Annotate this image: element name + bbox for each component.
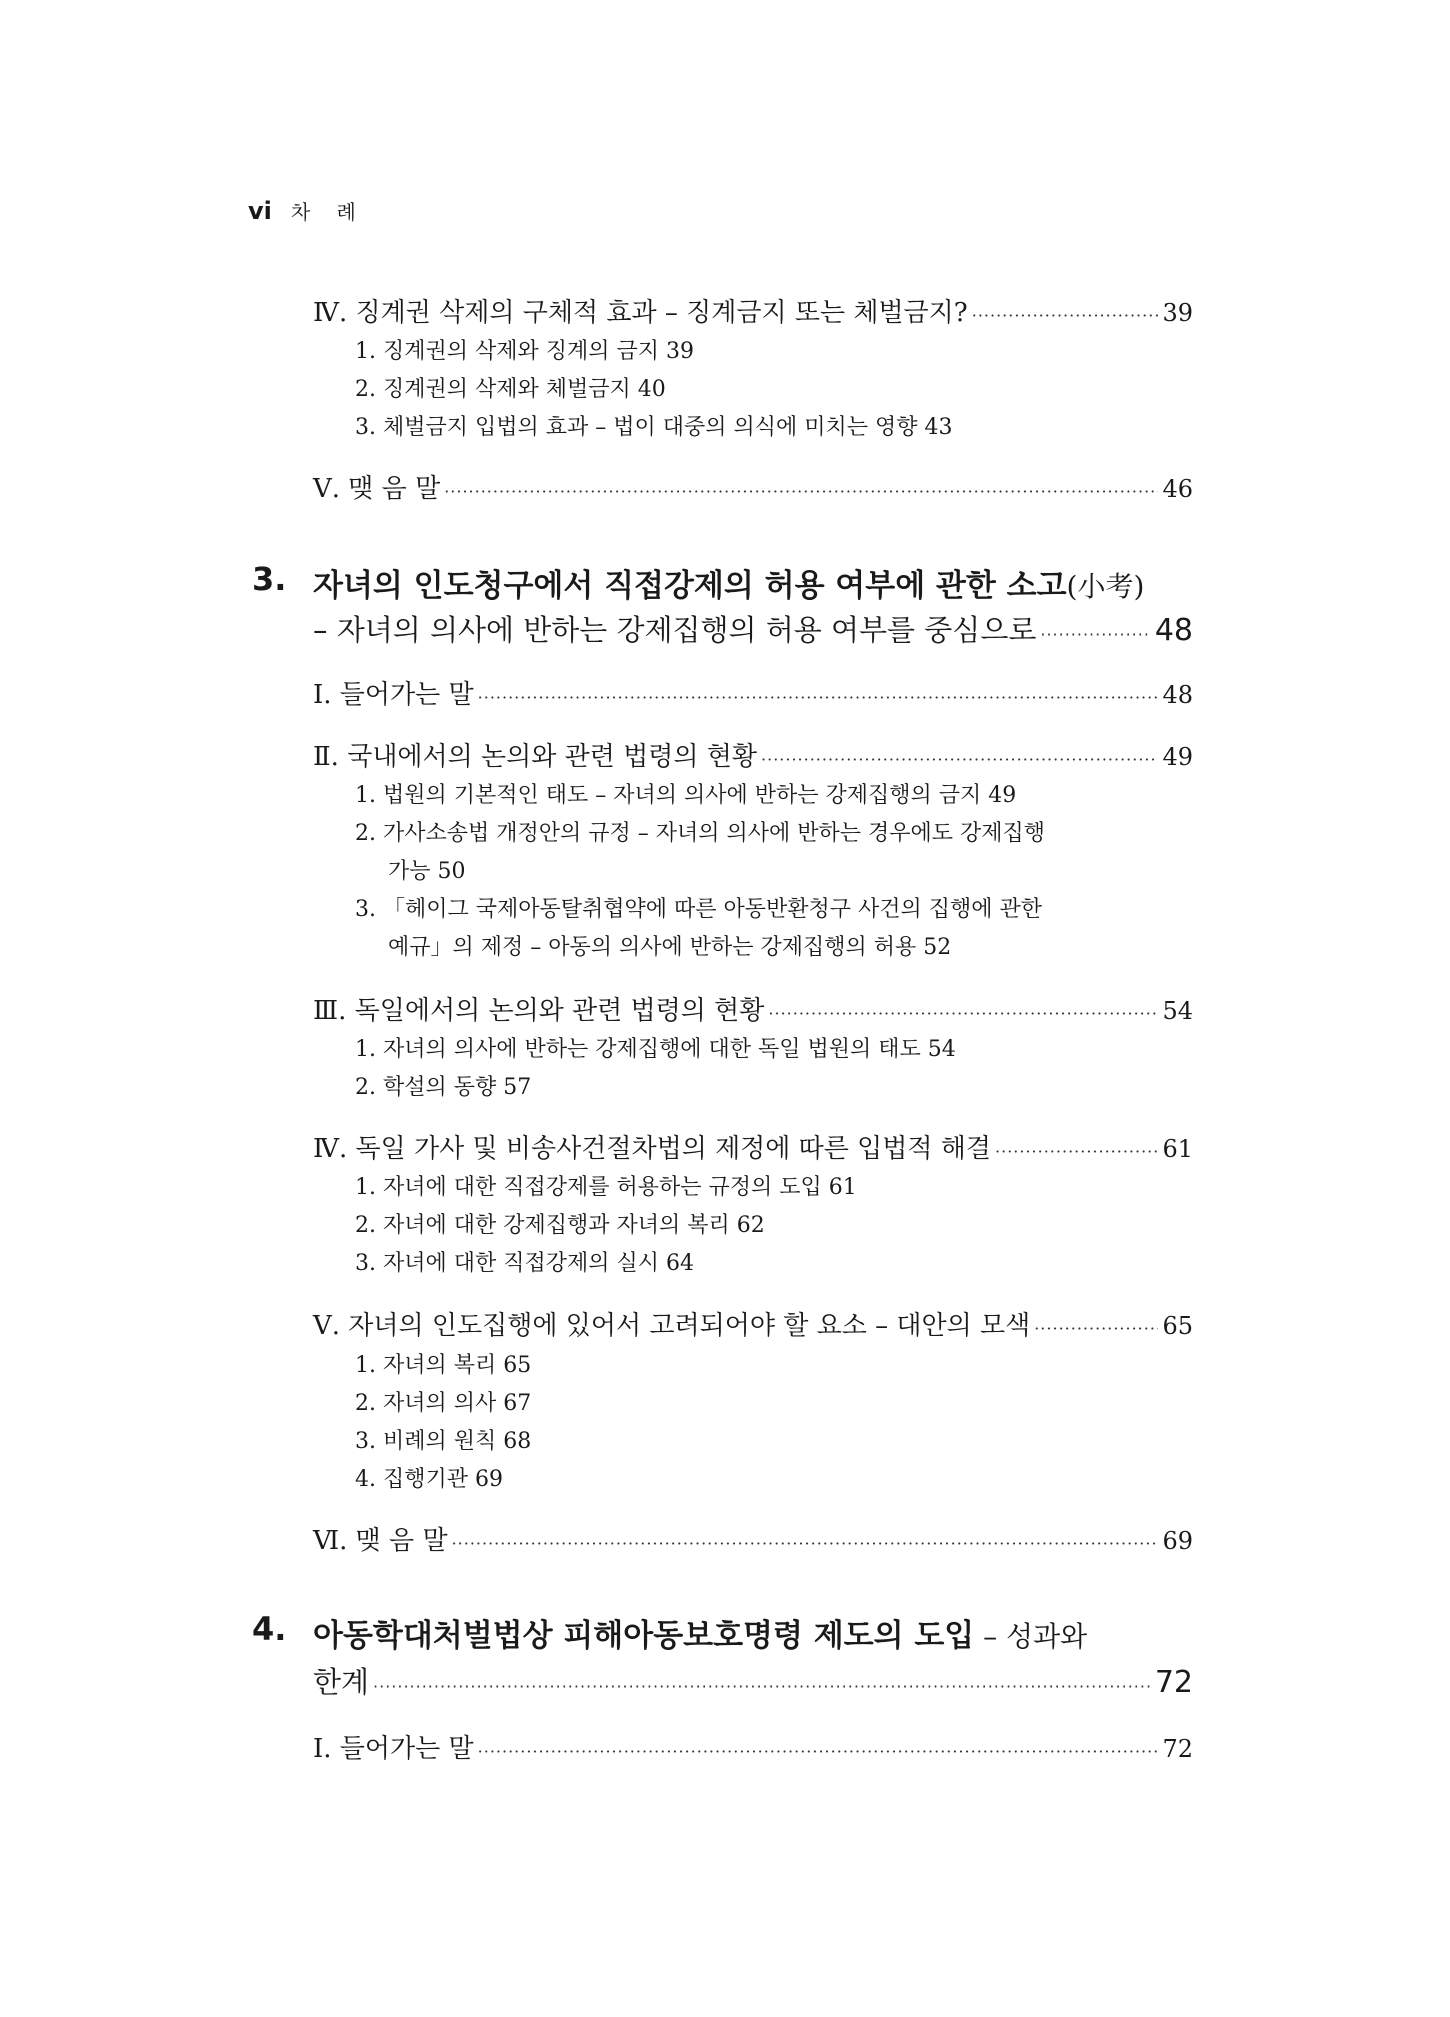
section-page: 49	[1162, 743, 1193, 771]
toc-subsection[interactable]: 1. 징계권의 삭제와 징계의 금지 39	[355, 339, 694, 364]
chapter-title-main: 아동학대처벌법상 피해아동보호명령 제도의 도입	[313, 1618, 975, 1654]
chapter-title-paren: (小考)	[1066, 570, 1145, 603]
leader-dots	[444, 482, 1158, 501]
page-number: vi	[248, 197, 272, 225]
chapter-subtitle: – 자녀의 의사에 반하는 강제집행의 허용 여부를 중심으로	[313, 613, 1037, 647]
chapter-number: 4.	[252, 1610, 287, 1648]
leader-dots	[1034, 1319, 1158, 1338]
toc-subsection[interactable]: 2. 자녀의 의사 67	[355, 1391, 532, 1416]
toc-section[interactable]	[313, 990, 1193, 1027]
section-page: 39	[1162, 299, 1193, 327]
section-label: Ⅳ. 징계권 삭제의 구체적 효과 – 징계금지 또는 체벌금지?	[313, 298, 968, 328]
toc-section[interactable]	[313, 1305, 1193, 1342]
section-label: Ⅴ. 맺 음 말	[313, 474, 441, 504]
section-page: 61	[1162, 1135, 1193, 1163]
section-label: Ⅰ. 들어가는 말	[313, 1734, 474, 1764]
leader-dots	[768, 1004, 1158, 1023]
leader-dots	[761, 750, 1158, 769]
toc-section[interactable]	[313, 674, 1193, 711]
toc-section[interactable]	[313, 1728, 1193, 1765]
section-page: 48	[1162, 681, 1193, 709]
toc-subsection[interactable]: 2. 징계권의 삭제와 체벌금지 40	[355, 377, 666, 402]
leader-dots	[478, 1742, 1159, 1761]
section-page: 54	[1162, 997, 1193, 1025]
running-head	[248, 196, 366, 225]
section-label: Ⅵ. 맺 음 말	[313, 1526, 448, 1556]
running-title: 차 례	[290, 200, 366, 224]
section-label: Ⅲ. 독일에서의 논의와 관련 법령의 현황	[313, 996, 765, 1026]
toc-subsection[interactable]: 2. 학설의 동향 57	[355, 1075, 532, 1100]
chapter-page: 48	[1154, 613, 1193, 648]
toc-subsection[interactable]: 3. 비례의 원칙 68	[355, 1429, 532, 1454]
toc-subsection-continued[interactable]: 예규」의 제정 – 아동의 의사에 반하는 강제집행의 허용 52	[388, 935, 952, 960]
section-label: Ⅴ. 자녀의 인도집행에 있어서 고려되어야 할 요소 – 대안의 모색	[313, 1311, 1031, 1341]
section-page: 72	[1162, 1735, 1193, 1763]
leader-dots	[478, 688, 1159, 707]
toc-subsection-continued[interactable]: 가능 50	[388, 859, 466, 884]
chapter-page: 72	[1154, 1665, 1193, 1700]
toc-section[interactable]	[313, 736, 1193, 773]
section-page: 65	[1162, 1312, 1193, 1340]
toc-section[interactable]	[313, 292, 1193, 329]
toc-section[interactable]	[313, 1520, 1193, 1557]
leader-dots	[972, 306, 1159, 325]
toc-subsection[interactable]: 1. 법원의 기본적인 태도 – 자녀의 의사에 반하는 강제집행의 금지 49	[355, 783, 1017, 808]
chapter-title-main: 자녀의 인도청구에서 직접강제의 허용 여부에 관한 소고	[313, 568, 1067, 604]
section-label: Ⅰ. 들어가는 말	[313, 680, 474, 710]
toc-section[interactable]	[313, 1128, 1193, 1165]
chapter-title-continued: 한계	[313, 1665, 370, 1699]
leader-dots	[373, 1677, 1151, 1696]
chapter-subtitle-line[interactable]	[313, 608, 1193, 649]
chapter-number: 3.	[252, 560, 287, 598]
chapter-title[interactable]	[313, 1610, 1087, 1655]
section-label: Ⅱ. 국내에서의 논의와 관련 법령의 현황	[313, 742, 758, 772]
toc-subsection[interactable]: 1. 자녀의 의사에 반하는 강제집행에 대한 독일 법원의 태도 54	[355, 1037, 956, 1062]
toc-subsection[interactable]: 2. 자녀에 대한 강제집행과 자녀의 복리 62	[355, 1213, 765, 1238]
chapter-title-rest: – 성과와	[974, 1620, 1088, 1653]
leader-dots	[452, 1534, 1159, 1553]
toc-subsection[interactable]: 3. 「헤이그 국제아동탈취협약에 따른 아동반환청구 사건의 집행에 관한	[355, 897, 1043, 922]
leader-dots	[995, 1142, 1158, 1161]
toc-subsection[interactable]: 3. 자녀에 대한 직접강제의 실시 64	[355, 1251, 694, 1276]
chapter-title-line2[interactable]	[313, 1660, 1193, 1701]
section-label: Ⅳ. 독일 가사 및 비송사건절차법의 제정에 따른 입법적 해결	[313, 1134, 992, 1164]
toc-subsection[interactable]: 1. 자녀에 대한 직접강제를 허용하는 규정의 도입 61	[355, 1175, 857, 1200]
toc-section[interactable]	[313, 468, 1193, 505]
section-page: 46	[1162, 475, 1193, 503]
toc-subsection[interactable]: 4. 집행기관 69	[355, 1467, 503, 1492]
toc-subsection[interactable]: 3. 체벌금지 입법의 효과 – 법이 대중의 의식에 미치는 영향 43	[355, 415, 953, 440]
toc-subsection[interactable]: 2. 가사소송법 개정안의 규정 – 자녀의 의사에 반하는 경우에도 강제집행	[355, 821, 1045, 846]
chapter-title[interactable]	[313, 560, 1144, 605]
section-page: 69	[1162, 1527, 1193, 1555]
toc-subsection[interactable]: 1. 자녀의 복리 65	[355, 1353, 532, 1378]
leader-dots	[1040, 625, 1150, 644]
